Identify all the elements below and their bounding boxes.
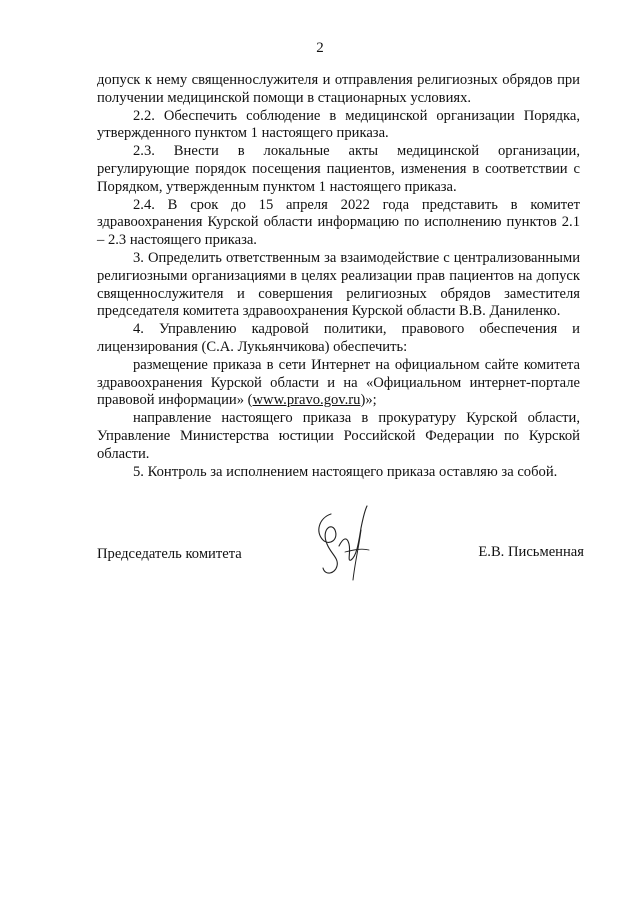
publication-text-end: )»; [360, 392, 377, 409]
signatory-name: Е.В. Письменная [478, 544, 584, 560]
signatory-position: Председатель комитета [97, 546, 242, 562]
paragraph-3: 3. Определить ответственным за взаимодействие с централизованными религиозными организациями в целях реализации прав пациентов на допуск священнослужителя и совершения религиозных обрядов заместителя председателя комитета здравоохранения Курской области В.В. Даниленко. [97, 249, 580, 320]
paragraph-2-4: 2.4. В срок до 15 апреля 2022 года представить в комитет здравоохранения Курской области информацию по исполнению пунктов 2.1 – 2.3 настоящего приказа. [97, 196, 580, 249]
handwritten-signature [309, 500, 379, 582]
publication-text: размещение приказа в сети Интернет на официальном сайте комитета здравоохранения Курской области и на «Официальном интернет-портале правовой информации» ( [97, 356, 580, 409]
paragraph-5: 5. Контроль за исполнением настоящего приказа оставляю за собой. [133, 463, 558, 480]
signature-block [97, 500, 584, 590]
pravo-gov-link[interactable]: www.pravo.gov.ru [252, 392, 361, 409]
paragraph-4: 4. Управлению кадровой политики, правового обеспечения и лицензирования (С.А. Лукьянчикова) обеспечить: [97, 321, 580, 355]
page-number: 2 [316, 40, 324, 56]
paragraph-4-forwarding: направление настоящего приказа в прокуратуру Курской области, Управление Министерства юстиции Российской Федерации по Курской области. [97, 410, 580, 462]
paragraph-2-3: 2.3. Внести в локальные акты медицинской организации, регулирующие порядок посещения пациентов, изменения в соответствии с Порядком, утвержденным пунктом 1 настоящего приказа. [97, 143, 580, 195]
paragraph-4-publication [97, 357, 580, 410]
document-body [97, 72, 580, 481]
paragraph-2-1-continuation: допуск к нему священнослужителя и отправления религиозных обрядов при получении медицинской помощи в стационарных условиях. [97, 72, 580, 106]
paragraph-2-2: 2.2. Обеспечить соблюдение в медицинской организации Порядка, утвержденного пунктом 1 настоящего приказа. [97, 107, 580, 142]
